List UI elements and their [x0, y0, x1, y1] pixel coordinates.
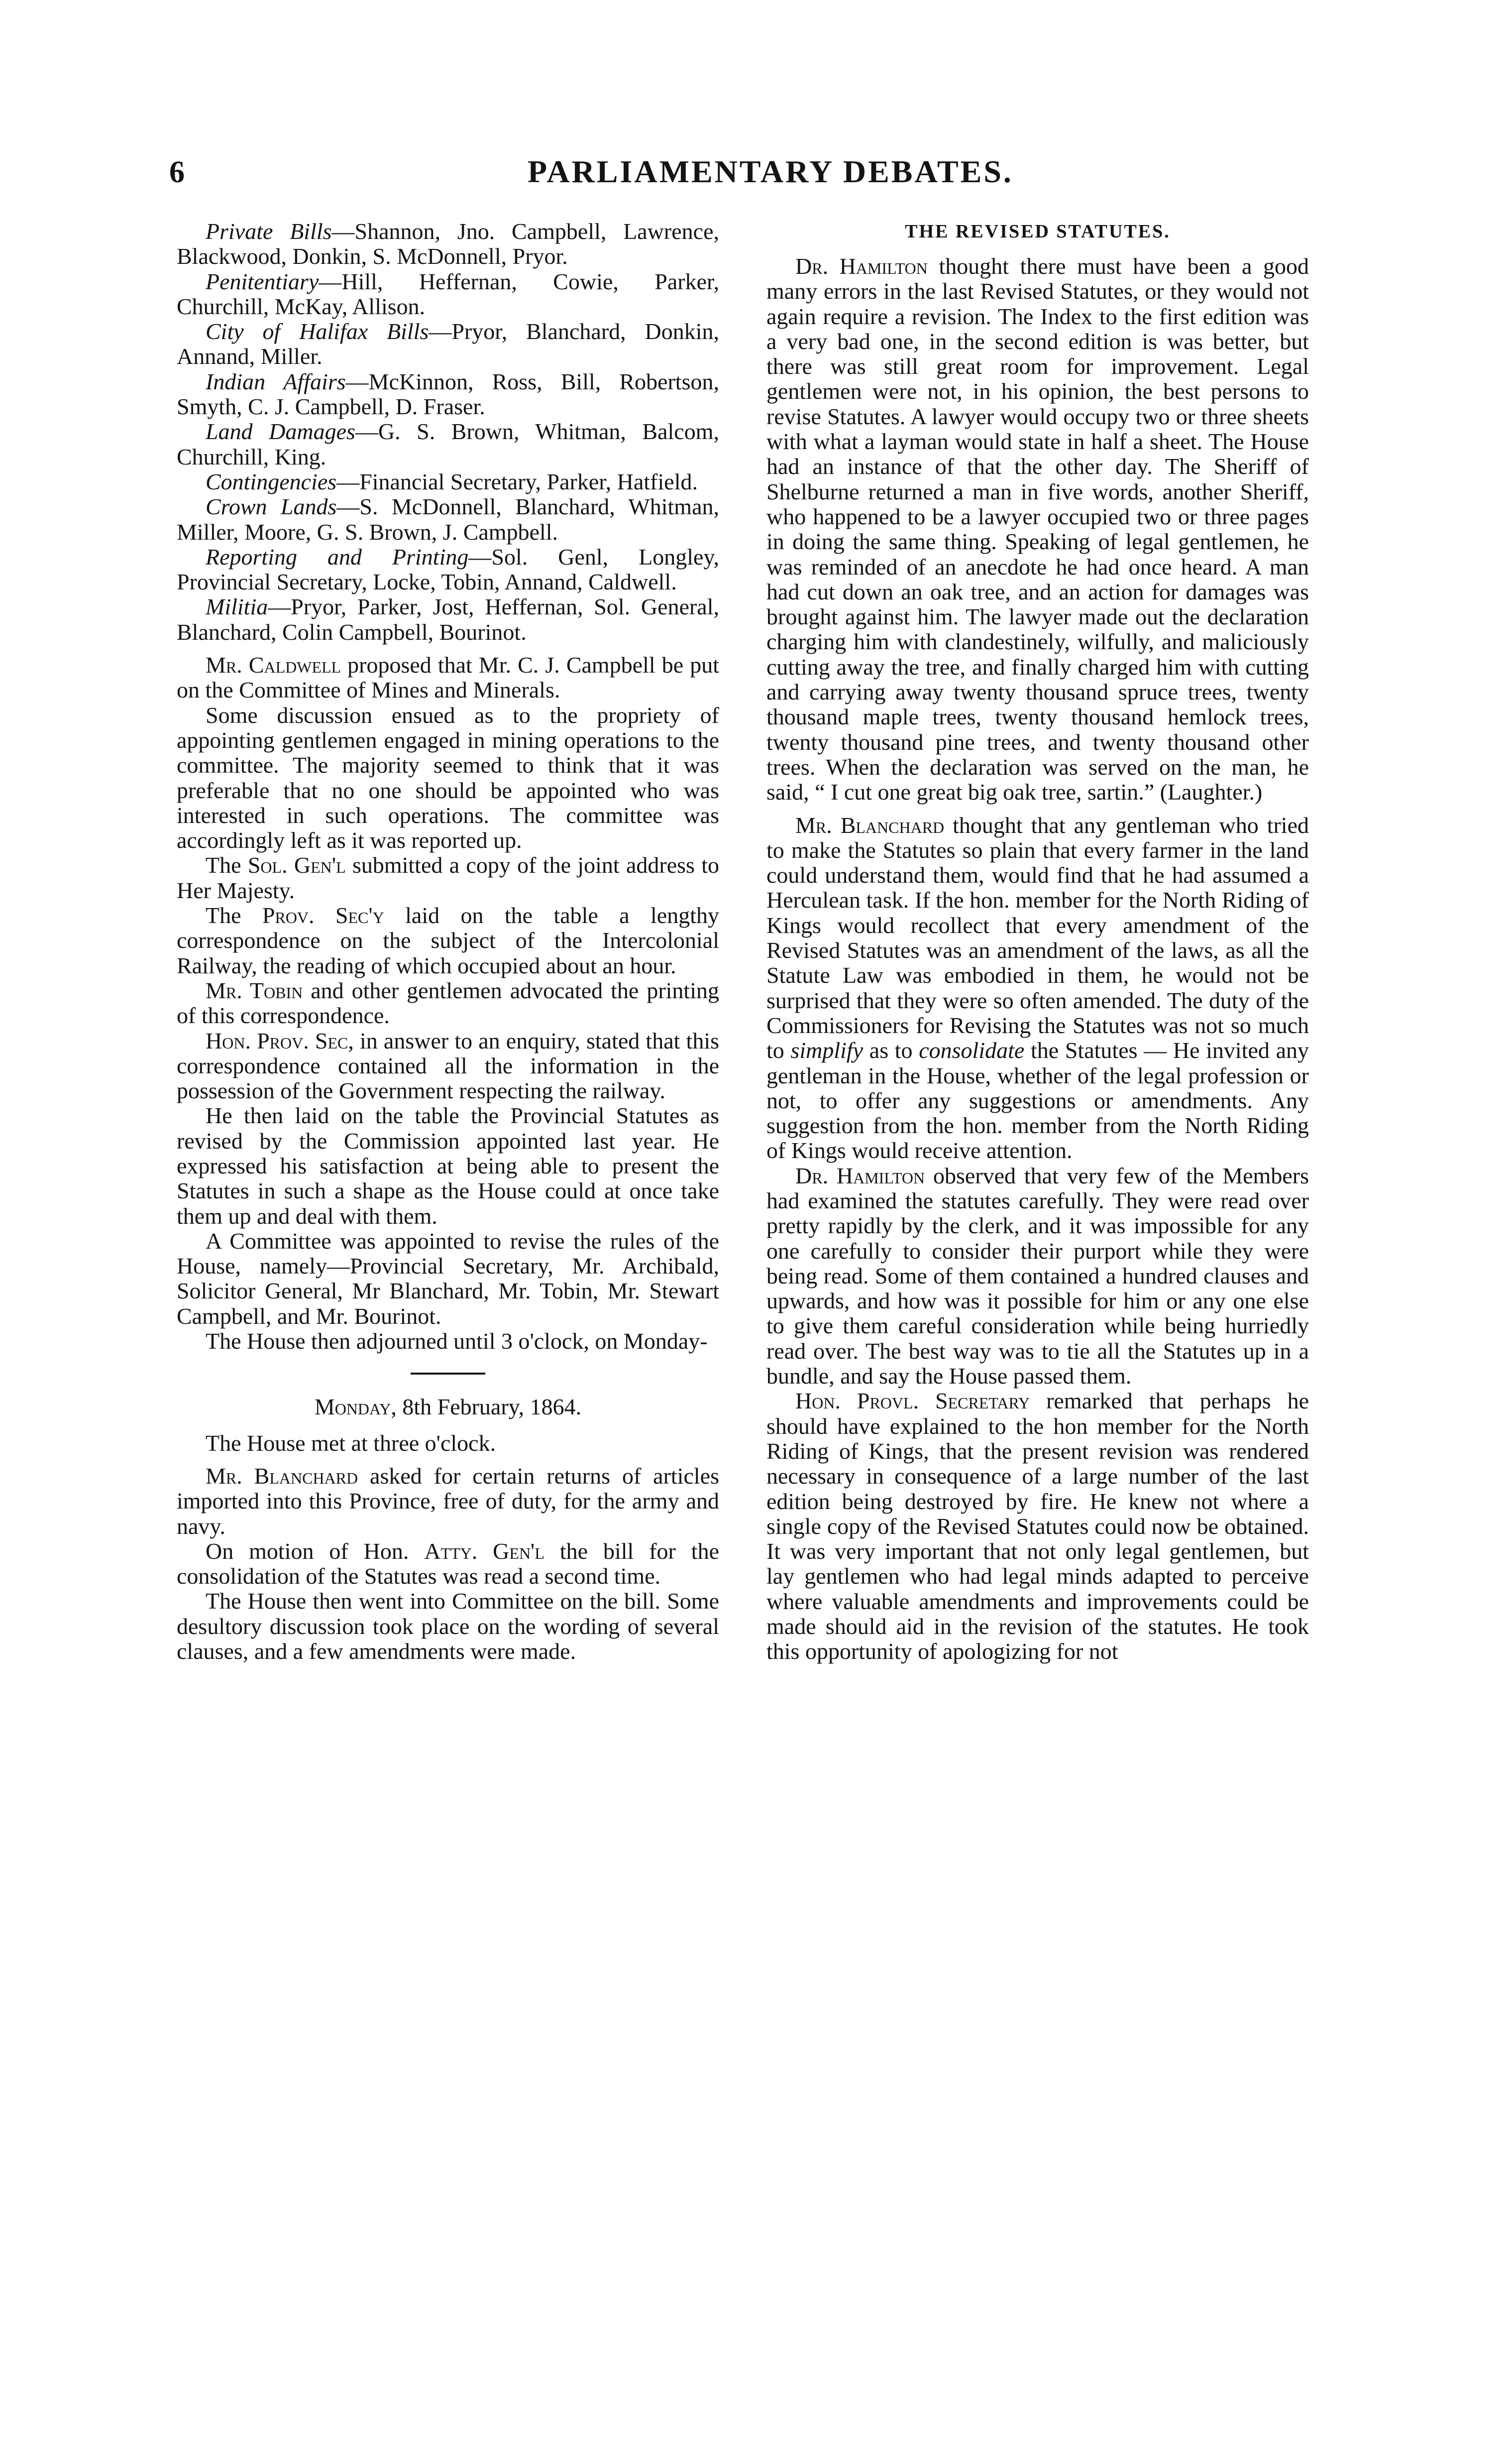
- committee-members: —Pryor, Blanchard, Donkin, Annand, Miller.: [177, 319, 719, 369]
- paragraph-text: laid on the table a lengthy correspondence on the subject of the Intercolonial Railway, the reading of which occupied about an hour.: [177, 903, 719, 978]
- sitting-day: Monday: [314, 1394, 391, 1420]
- committee-members: —G. S. Brown, Whitman, Balcom, Churchill, King.: [177, 419, 719, 469]
- paragraph: [177, 1464, 719, 1539]
- committee-name: Crown Lands: [206, 494, 337, 520]
- paragraph-prefix: The: [206, 903, 262, 929]
- speaker-name: Mr. Caldwell: [206, 652, 341, 678]
- speaker-name: Hon. Provl. Secretary: [795, 1388, 1030, 1414]
- paragraph-text: thought there must have been a good many errors in the last Revised Statutes, or they would not again require a revision. The Index to the first edition was a very bad one, in the second edition is was better, but there was still great room for improvement. Legal gentlemen were not, in his opinion, the best persons to revise Statutes. A lawyer would occupy two or three sheets with what a layman would state in half a sheet. The House had an instance of that the other day. The Sheriff of Shelburne returned a man in five words, another Sheriff, who happened to be a lawyer occupied two or three pages in doing the same thing. Speaking of legal gentlemen, he was reminded of an anecdote he had once heard. A man had cut down an oak tree, and an action for damages was brought against him. The lawyer made out the declaration charging him with clandestinely, wilfully, and maliciously cutting away the tree, and finally charged him with cutting and carrying away twenty thousand spruce trees, twenty thousand maple trees, twenty thousand hemlock trees, twenty thousand pine trees, and twenty thousand other trees. When the declaration was served on the man, he said, “ I cut one great big oak tree, sartin.” (Laughter.): [766, 253, 1309, 805]
- section-divider: [411, 1373, 485, 1375]
- committee-members: —Sol. Genl, Longley, Provincial Secretary, Locke, Tobin, Annand, Caldwell.: [177, 544, 719, 595]
- paragraph-text: as to: [863, 1038, 919, 1063]
- committee-members: —McKinnon, Ross, Bill, Robertson, Smyth, C. J. Campbell, D. Fraser.: [177, 368, 719, 420]
- paragraph: [177, 978, 719, 1029]
- paragraph: [177, 1029, 719, 1104]
- speaker-name: Sol. Gen'l: [247, 852, 346, 878]
- paragraph: The House then went into Committee on the bill. Some desultory discussion took place on the wording of several clauses, and a few amendments were made.: [177, 1588, 719, 1664]
- paragraph-prefix: The: [206, 852, 248, 878]
- committee-name: City of Halifax Bills: [206, 319, 429, 345]
- committee-entry: [177, 494, 719, 545]
- committee-list: [177, 219, 719, 645]
- committee-entry: [177, 269, 719, 320]
- speaker-name: Mr. Blanchard: [795, 812, 945, 838]
- paragraph-text: observed that very few of the Members had examined the statutes carefully. They were read over pretty rapidly by the clerk, and it was impossible for any one carefully to consider their purport while they were being read. Some of them contained a hundred clauses and upwards, and how was it possible for him or any one else to give them careful consideration while being hurriedly read over. The best way was to tie all the Statutes up in a bundle, and say the House passed them.: [766, 1162, 1309, 1389]
- sitting-date: [177, 1394, 719, 1419]
- right-column: [766, 219, 1309, 1664]
- committee-name: Penitentiary: [206, 268, 319, 294]
- paragraph-text: the bill for the consolidation of the Statutes was read a second time.: [177, 1538, 720, 1589]
- paragraph-text: and other gentlemen advocated the printing of this correspondence.: [177, 977, 719, 1029]
- committee-members: —Pryor, Parker, Jost, Heffernan, Sol. General, Blanchard, Colin Campbell, Bourinot.: [177, 594, 719, 645]
- committee-name: Reporting and Printing: [206, 544, 469, 570]
- paragraph-text: submitted a copy of the joint address to Her Majesty.: [177, 852, 720, 903]
- speaker-name: Mr. Tobin: [206, 977, 303, 1003]
- left-column: [177, 219, 719, 1664]
- paragraph: [177, 1539, 719, 1589]
- speaker-name: Dr. Hamilton: [795, 1162, 925, 1188]
- sitting-date-text: , 8th February, 1864.: [391, 1394, 582, 1420]
- paragraph: A Committee was appointed to revise the rules of the House, namely—Provincial Secretary, Mr. Archibald, Solicitor General, Mr Blanchard, Mr. Tobin, Mr. Stewart Campbell, and Mr. Bourinot.: [177, 1228, 719, 1329]
- paragraph: He then laid on the table the Provincial Statutes as revised by the Commission appointed last year. He expressed his satisfaction at being able to present the Statutes in such a shape as the House could at once take them up and deal with them.: [177, 1103, 719, 1229]
- paragraph: Some discussion ensued as to the propriety of appointing gentlemen engaged in mining operations to the committee. The majority seemed to think that it was preferable that no one should be appointed who was interested in such operations. The committee was accordingly left as it was reported up.: [177, 702, 719, 853]
- committee-entry: [177, 545, 719, 595]
- paragraph: [177, 903, 719, 978]
- paragraph: [766, 1163, 1309, 1389]
- paragraph-text: thought that any gentleman who tried to make the Statutes so plain that every farmer in the land could understand them, would find that he had assumed a Herculean task. If the hon. member for the North Riding of Kings would recollect that every amendment of the Revised Statutes was an amendment of the laws, as all the Statute Law was embodied in them, he would not be surprised that they were so often amended. The duty of the Commissioners for Revising the Statutes was not so much to: [766, 812, 1309, 1063]
- paragraph: The House then adjourned until 3 o'clock, on Monday-: [206, 1328, 708, 1354]
- committee-name: Indian Affairs: [206, 368, 346, 394]
- section-heading: THE REVISED STATUTES.: [905, 221, 1171, 242]
- paragraph: [766, 813, 1309, 1163]
- running-head: PARLIAMENTARY DEBATES.: [528, 154, 1013, 189]
- committee-name: Contingencies: [206, 468, 337, 494]
- committee-members: —Financial Secretary, Parker, Hatfield.: [336, 468, 698, 494]
- paragraph-text: the Statutes — He invited any gentleman in the House, whether of the legal profession or not, to offer any suggestions or amendments. Any suggestion from the hon. member from the North Riding of Kings would receive attention.: [766, 1038, 1309, 1163]
- page-number: 6: [169, 155, 185, 189]
- paragraph-text: proposed that Mr. C. J. Campbell be put on the Committee of Mines and Minerals.: [177, 652, 719, 703]
- emphasis: consolidate: [919, 1038, 1025, 1063]
- paragraph: [766, 254, 1309, 805]
- committee-entry: [177, 594, 719, 645]
- speaker-name: Prov. Sec'y: [262, 903, 384, 929]
- speaker-name: Hon. Prov. Sec: [206, 1028, 348, 1053]
- committee-entry: [177, 319, 719, 369]
- paragraph-text: asked for certain returns of articles imported into this Province, free of duty, for the army and navy.: [177, 1463, 719, 1539]
- committee-members: —Hill, Heffernan, Cowie, Parker, Churchill, McKay, Allison.: [177, 268, 719, 319]
- committee-entry: [177, 219, 719, 269]
- speaker-name: Mr. Blanchard: [206, 1463, 358, 1489]
- paragraph-prefix: On motion of Hon.: [206, 1538, 425, 1564]
- committee-entry: [177, 419, 719, 469]
- paragraph: The House met at three o'clock.: [206, 1430, 496, 1456]
- committee-entry: [177, 369, 719, 420]
- speaker-name: Atty. Gen'l: [424, 1538, 544, 1564]
- committee-entry: [177, 469, 719, 494]
- committee-name: Land Damages: [206, 419, 355, 445]
- paragraph-text: , in answer to an enquiry, stated that this correspondence contained all the information in the possession of the Government respecting the railway.: [177, 1028, 719, 1104]
- paragraph: [766, 1389, 1309, 1664]
- paragraph: [177, 653, 719, 703]
- committee-name: Private Bills: [206, 219, 332, 244]
- paragraph: [177, 853, 719, 903]
- committee-members: —Shannon, Jno. Campbell, Lawrence, Blackwood, Donkin, S. McDonnell, Pryor.: [177, 219, 719, 269]
- committee-members: —S. McDonnell, Blanchard, Whitman, Miller, Moore, G. S. Brown, J. Campbell.: [177, 494, 719, 545]
- paragraph-text: remarked that perhaps he should have explained to the hon member for the North Riding of Kings, that the present revision was rendered necessary in consequence of a large number of the last edition being destroyed by fire. He knew not where a single copy of the Revised Statutes could now be obtained. It was very important that not only legal gentlemen, but lay gentlemen who had legal minds adapted to perceive where valuable amendments and improvements could be made should aid in the revision of the statutes. He took this opportunity of apologizing for not: [766, 1388, 1309, 1664]
- committee-name: Militia: [206, 594, 268, 620]
- speaker-name: Dr. Hamilton: [795, 253, 928, 279]
- emphasis: simplify: [790, 1038, 864, 1063]
